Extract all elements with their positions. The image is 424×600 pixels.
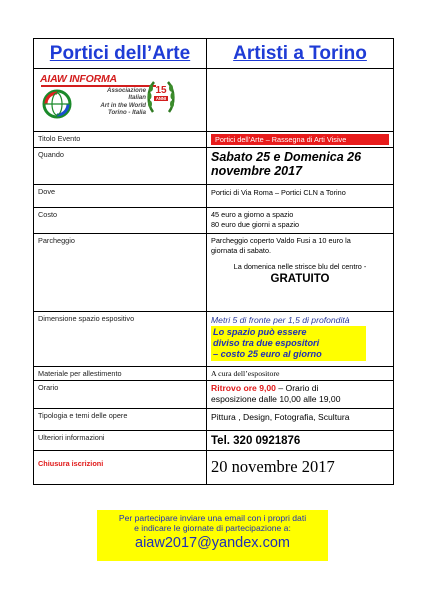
label-parcheggio: Parcheggio bbox=[34, 234, 207, 312]
contact-footer bbox=[97, 510, 328, 561]
logo-empty-cell bbox=[207, 69, 394, 132]
value-materiale: A cura dell’espositore bbox=[207, 367, 394, 381]
dates-line-1: Sabato 25 e Domenica 26 bbox=[211, 150, 362, 164]
aiaw-line-3: Art in the World bbox=[100, 101, 146, 109]
value-dimensione-cell bbox=[207, 312, 394, 367]
space-share-note bbox=[211, 326, 366, 361]
globe-icon bbox=[42, 89, 72, 119]
schedule-line-1 bbox=[211, 383, 389, 394]
label-titolo: Titolo Evento bbox=[34, 132, 207, 148]
parking-line-1: Parcheggio coperto Valdo Fusi a 10 euro la bbox=[211, 236, 351, 245]
cost-line-2: 80 euro due giorni a spazio bbox=[211, 220, 300, 229]
dates-line-2: novembre 2017 bbox=[211, 164, 303, 178]
value-costo-cell bbox=[207, 208, 394, 234]
aiaw-line-2: Italian bbox=[128, 94, 146, 102]
schedule-rest: – Orario di bbox=[275, 383, 319, 393]
label-quando: Quando bbox=[34, 148, 207, 185]
registration-deadline: 20 novembre 2017 bbox=[211, 457, 335, 476]
value-tipologia: Pittura , Design, Fotografia, Scultura bbox=[207, 409, 394, 431]
share-note-line-3: – costo 25 euro al giorno bbox=[213, 349, 322, 359]
aiaw-logo bbox=[38, 72, 176, 128]
label-orario: Orario bbox=[34, 381, 207, 409]
aiaw-line-4: Torino - Italia bbox=[107, 108, 146, 116]
parking-line-3: La domenica nelle strisce blu del centro - bbox=[233, 262, 367, 271]
badge-word: ANNI bbox=[155, 96, 167, 101]
value-titolo-cell bbox=[207, 132, 394, 148]
share-note-line-2: diviso tra due espositori bbox=[213, 338, 320, 348]
meeting-time: Ritrovo ore 9,00 bbox=[211, 383, 276, 393]
aiaw-brand: AIAW INFORMA bbox=[40, 73, 117, 85]
value-parcheggio-cell bbox=[207, 234, 394, 312]
label-ulteriori: Ulteriori informazioni bbox=[34, 431, 207, 451]
label-tipologia: Tipologia e temi delle opere bbox=[34, 409, 207, 431]
event-info-table bbox=[33, 38, 394, 485]
value-ulteriori-cell bbox=[207, 431, 394, 451]
right-title: Artisti a Torino bbox=[207, 39, 394, 69]
aiaw-subtitle bbox=[76, 87, 146, 116]
footer-line-2: e indicare le giornate di partecipazione a: bbox=[134, 523, 291, 533]
phone-number: Tel. 320 0921876 bbox=[211, 435, 301, 447]
label-costo: Costo bbox=[34, 208, 207, 234]
value-orario-cell bbox=[207, 381, 394, 409]
cost-line-1: 45 euro a giorno a spazio bbox=[211, 210, 294, 219]
parking-line-2: giornata di sabato. bbox=[211, 246, 272, 255]
left-title: Portici dell’Arte bbox=[34, 39, 207, 69]
event-title-badge: Portici dell’Arte – Rassegna di Arti Visive bbox=[211, 134, 389, 145]
contact-email-link[interactable]: aiaw2017@yandex.com bbox=[135, 535, 290, 551]
share-note-line-1: Lo spazio può essere bbox=[213, 327, 307, 337]
anniversary-laurel-icon bbox=[146, 76, 176, 120]
value-chiusura-cell bbox=[207, 451, 394, 485]
aiaw-line-1: Associazione bbox=[107, 87, 146, 94]
label-dimensione: Dimensione spazio espositivo bbox=[34, 312, 207, 367]
label-dove: Dove bbox=[34, 185, 207, 208]
parking-free-label: GRATUITO bbox=[270, 273, 330, 285]
schedule-line-2: esposizione dalle 10,00 alle 19,00 bbox=[211, 394, 341, 404]
value-quando-cell bbox=[207, 148, 394, 185]
label-materiale: Materiale per allestimento bbox=[34, 367, 207, 381]
space-size: Metri 5 di fronte per 1,5 di profondità bbox=[211, 315, 350, 325]
value-dove: Portici di Via Roma – Portici CLN a Torino bbox=[207, 185, 394, 208]
footer-line-1: Per partecipare inviare una email con i propri dati bbox=[118, 513, 307, 523]
logo-cell bbox=[34, 69, 207, 132]
label-chiusura: Chiusura iscrizioni bbox=[38, 459, 104, 468]
label-chiusura-cell bbox=[34, 451, 207, 485]
badge-number: 15 bbox=[155, 85, 167, 96]
